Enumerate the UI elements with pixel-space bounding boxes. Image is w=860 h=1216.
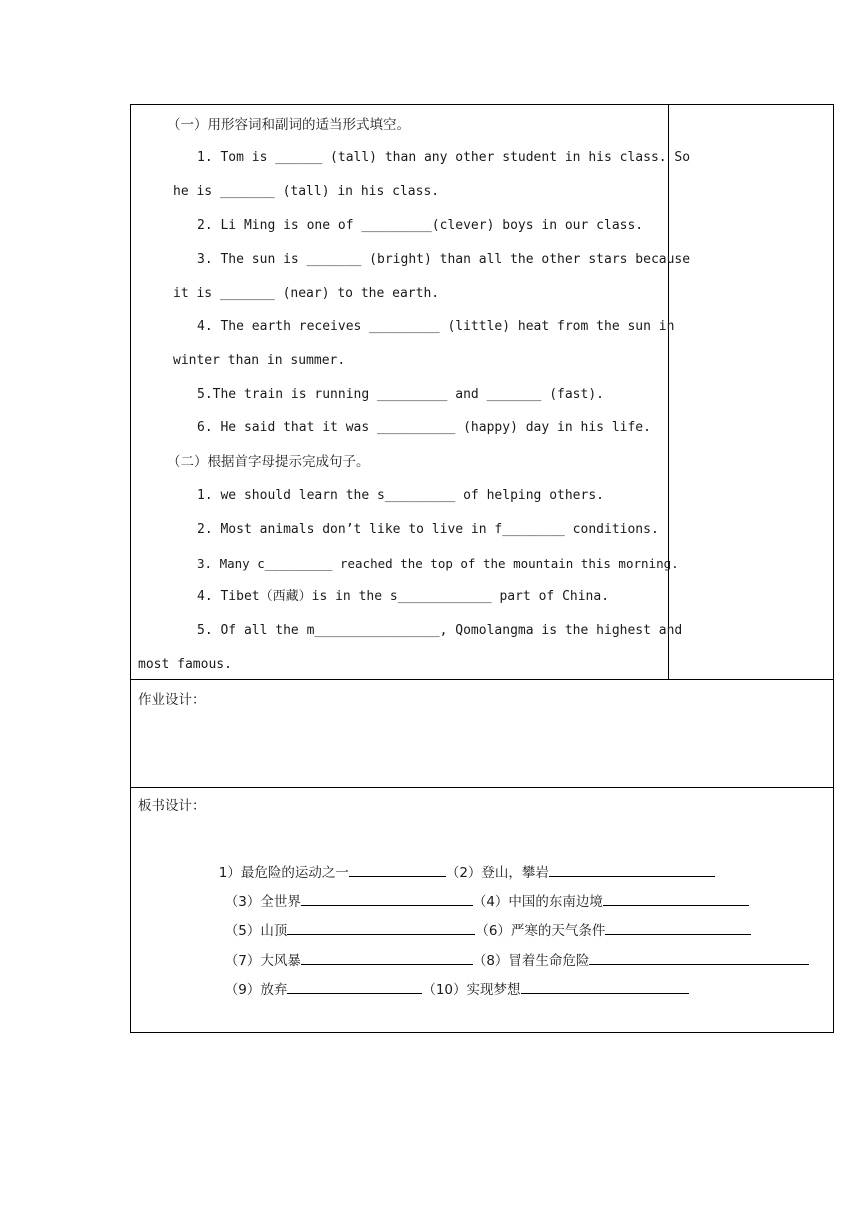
lesson-plan-table: [130, 104, 834, 1033]
board-design-cell: [131, 788, 833, 1032]
board-item: （6）严寒的天气条件: [475, 923, 606, 939]
notes-cell: [669, 105, 833, 680]
exercise-line: 4. The earth receives _________ (little) heat from the sun in: [197, 319, 675, 334]
answer-blank: [521, 980, 689, 994]
homework-cell: [131, 680, 833, 788]
exercise-line: 1. we should learn the s_________ of helping others.: [197, 488, 604, 503]
board-row-5: [199, 962, 689, 1017]
exercise-line: 4. Tibet（西藏）is in the s____________ part of China.: [197, 589, 610, 604]
exercise-line: 5.The train is running _________ and _______ (fast).: [197, 387, 604, 402]
board-item: （10）实现梦想: [422, 982, 521, 998]
exercises-cell: [131, 105, 691, 680]
exercise-line: 5. Of all the m________________, Qomolangma is the highest and: [197, 623, 683, 638]
board-item: （8）冒着生命危险: [472, 953, 590, 969]
section-2-heading: （二）根据首字母提示完成句子。: [167, 454, 370, 470]
board-item: （3）全世界: [224, 894, 301, 910]
board-item: （2）登山，攀岩: [445, 865, 549, 881]
section-1-heading: （一）用形容词和副词的适当形式填空。: [167, 117, 410, 133]
board-item: （9）放弃: [224, 982, 288, 998]
board-label: 板书设计：: [138, 798, 206, 814]
board-item: 1）最危险的运动之一: [218, 865, 349, 881]
homework-label: 作业设计：: [138, 692, 206, 708]
exercise-line: 2. Li Ming is one of _________(clever) boys in our class.: [197, 218, 644, 233]
exercise-line: 6. He said that it was __________ (happy) day in his life.: [197, 420, 651, 435]
exercise-line: 2. Most animals don’t like to live in f________ conditions.: [197, 522, 659, 537]
exercise-line: winter than in summer.: [173, 353, 346, 368]
exercise-line: it is _______ (near) to the earth.: [173, 286, 440, 301]
exercise-line: 3. Many c_________ reached the top of the mountain this morning.: [197, 556, 679, 571]
board-item: （7）大风暴: [224, 953, 301, 969]
exercise-line: 1. Tom is ______ (tall) than any other student in his class. So: [197, 150, 691, 165]
exercise-line: most famous.: [138, 657, 232, 672]
exercise-line: 3. The sun is _______ (bright) than all the other stars because: [197, 252, 691, 267]
board-item: （5）山顶: [224, 923, 288, 939]
board-item: （4）中国的东南边境: [472, 894, 603, 910]
answer-blank: [287, 980, 422, 994]
exercise-line: he is _______ (tall) in his class.: [173, 184, 440, 199]
